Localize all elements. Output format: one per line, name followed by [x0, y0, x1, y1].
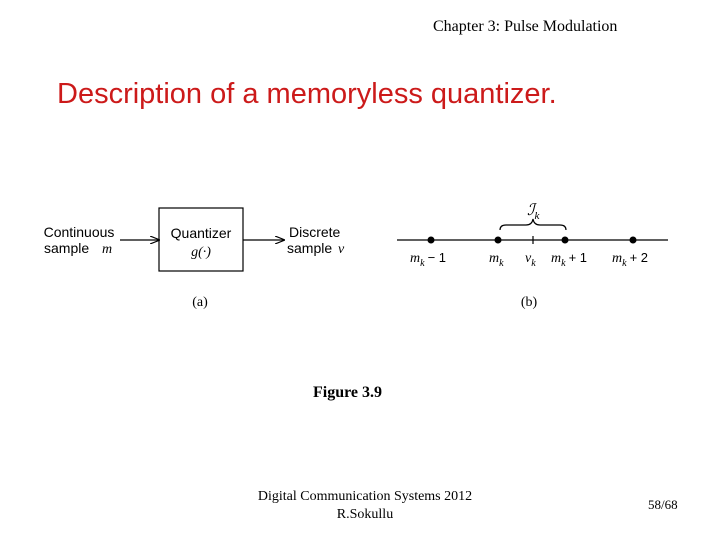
footer-author: R.Sokullu: [336, 507, 394, 522]
label-v-k: $v_k$: [525, 251, 536, 269]
label-m-k: $m_k$: [489, 251, 504, 269]
chapter-header: Chapter 3: Pulse Modulation: [433, 18, 618, 35]
quantizer-function: g(·): [191, 245, 211, 260]
output-label-line1: Discrete: [289, 224, 341, 240]
point-m-k-plus-2: [630, 237, 637, 244]
interval-brace: [500, 219, 566, 230]
slide-title: Description of a memoryless quantizer.: [57, 78, 557, 110]
footer-course: Digital Communication Systems 2012: [257, 489, 473, 504]
slide-footer: [255, 488, 475, 524]
input-label-line2: sample: [44, 240, 90, 256]
label-m-k-plus-1: $m_k + 1$: [551, 250, 588, 269]
interval-symbol: ℐ: [527, 202, 535, 219]
point-m-k: [495, 237, 502, 244]
interval-subscript: k: [534, 210, 540, 222]
block-diagram: [44, 208, 345, 310]
label-m-k-plus-2: $m_k + 2$: [612, 250, 649, 269]
label-m-k-minus-1: $m_k - 1$: [410, 250, 447, 269]
interval-label: [527, 202, 541, 222]
point-m-k-plus-1: [562, 237, 569, 244]
quantizer-label: Quantizer: [170, 225, 232, 241]
page-number: 58/68: [648, 497, 678, 512]
quantizer-number-line: [397, 202, 668, 310]
part-b-label: (b): [520, 295, 538, 310]
output-symbol: v: [338, 242, 345, 257]
input-label-line1: Continuous: [43, 224, 115, 240]
input-symbol: m: [102, 242, 113, 257]
output-label-line2: sample: [287, 240, 333, 256]
figure-caption: Figure 3.9: [313, 384, 383, 401]
point-m-k-minus-1: [428, 237, 435, 244]
part-a-label: (a): [192, 295, 208, 310]
